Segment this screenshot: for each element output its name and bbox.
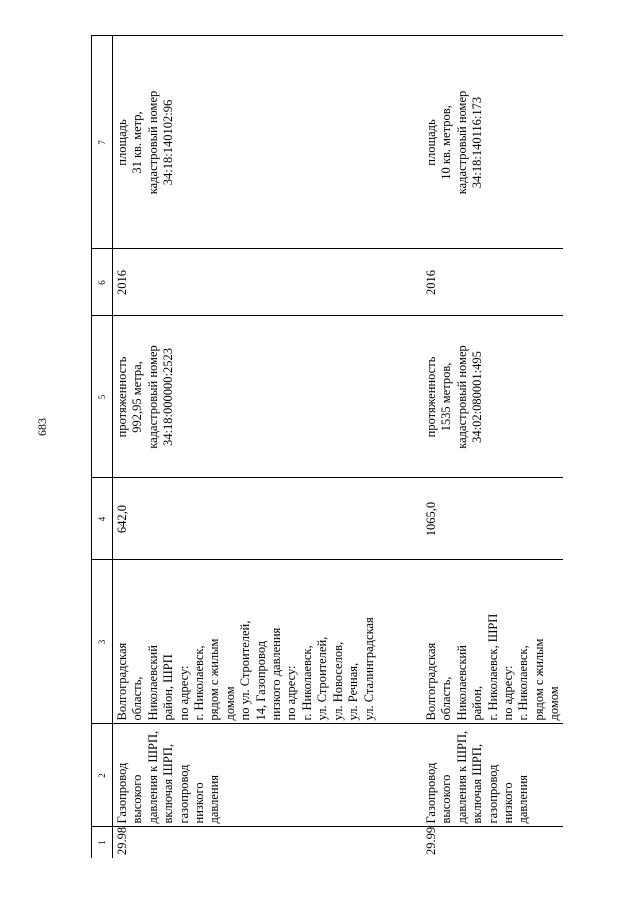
column-header-1: 1 (92, 827, 113, 858)
header-row (92, 36, 113, 858)
column-header-6: 6 (92, 249, 113, 316)
page-number: 683 (35, 418, 49, 436)
area-cell: площадь 31 кв. метр, кадастровый номер 34:18:140102:96 (113, 36, 423, 249)
rotated-table-wrapper (91, 36, 562, 858)
value-cell: 1065,0 (422, 478, 563, 560)
year-cell: 2016 (422, 249, 563, 316)
column-header-4: 4 (92, 478, 113, 560)
extent-cell: протяженность 1535 метров, кадастровый номер 34:02:080001:495 (422, 316, 563, 478)
address-cell: Волгоградская область, Николаевский район, г. Николаевск, ШРП по адресу: г. Николаевск, рядом с жилым домом (422, 560, 563, 724)
column-header-5: 5 (92, 316, 113, 478)
year-cell: 2016 (113, 249, 423, 316)
address-cell: Волгоградская область, Николаевский район, ШРП по адресу: г. Николаевск, рядом с жилым домом по ул. Строителей, 14, Газопровод низкого давления по адресу: г. Николаевск, ул. Строителей, ул. Новоселов, ул. Речная, ул. Сталинградская (113, 560, 423, 724)
column-header-7: 7 (92, 36, 113, 249)
extent-cell: протяженность 992,95 метра, кадастровый номер 34:18:000000:2523 (113, 316, 423, 478)
object-name-cell: Газопровод высокого давления к ШРП, включая ШРП, газопровод низкого давления (422, 724, 563, 827)
object-name-cell: Газопровод высокого давления к ШРП, включая ШРП, газопровод низкого давления (113, 724, 423, 827)
property-table (91, 36, 563, 859)
column-header-2: 2 (92, 724, 113, 827)
table-row (113, 36, 423, 858)
value-cell: 642,0 (113, 478, 423, 560)
table-row (422, 36, 563, 858)
row-number-cell: 29.99 (422, 827, 563, 858)
column-header-3: 3 (92, 560, 113, 724)
row-number-cell: 29.98 (113, 827, 423, 858)
area-cell: площадь 10 кв. метров, кадастровый номер 34:18:140116:173 (422, 36, 563, 249)
